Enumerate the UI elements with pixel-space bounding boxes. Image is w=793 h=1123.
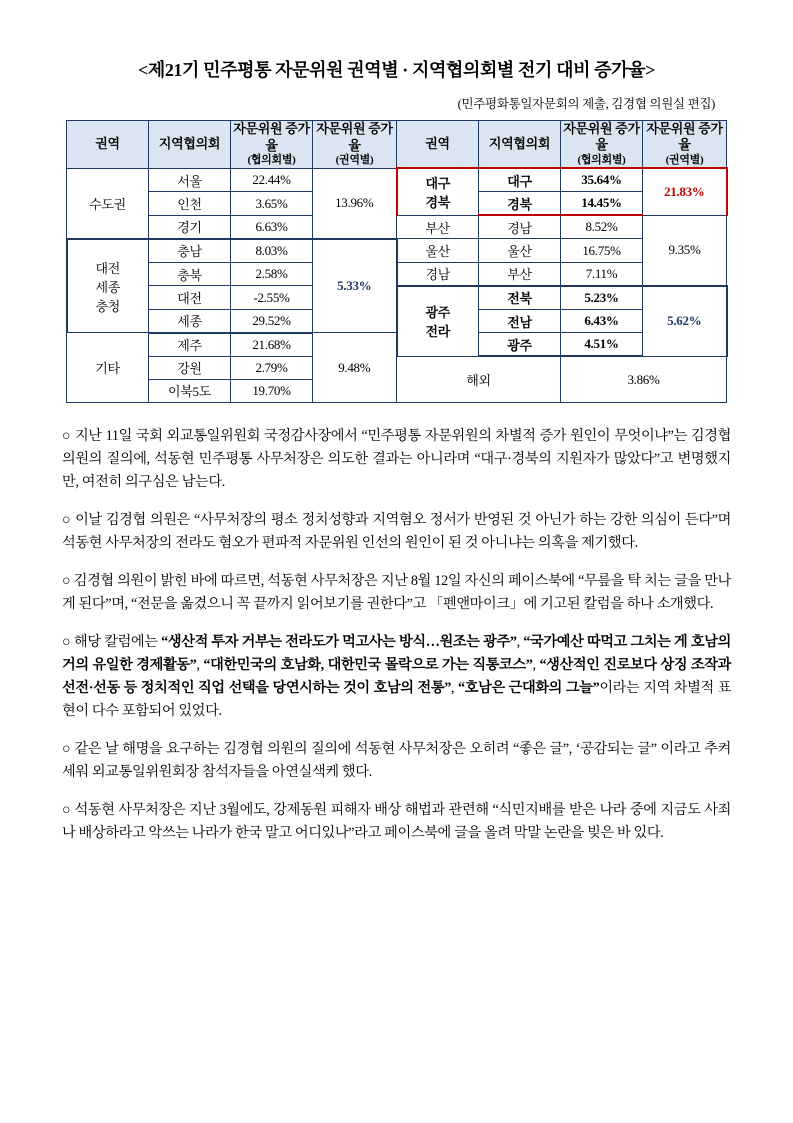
region-line-2: 세종 (95, 279, 121, 295)
region-line-3: 충청 (95, 298, 121, 314)
col-header-rate-council-left-label: 자문위원 증가율 (233, 121, 310, 153)
region-line-1: 대구 (425, 176, 451, 191)
col-header-rate-council-left (231, 121, 313, 169)
paragraph-1: ○ 지난 11일 국회 외교통일위원회 국정감사장에서 “민주평통 자문위원의 차별적 증가 원인이 무엇이냐”는 김경협 의원의 질의에, 석동현 민주평통 사무처장은 의도한 결과는 아니라며 “대구·경북의 지원자가 많았다”고 변명했지만, 여전히 의구심은 남는다. (62, 427, 731, 490)
advisor-growth-rate-table (66, 120, 728, 403)
region-line-2: 전라 (425, 324, 451, 340)
council-cell: 전남 (479, 309, 561, 333)
council-cell: 경기 (149, 215, 231, 239)
council-rate-cell: 2.58% (231, 262, 313, 286)
council-cell: 충북 (149, 262, 231, 286)
col-header-region-right-label: 권역 (425, 136, 450, 151)
council-cell: 광주 (479, 333, 561, 357)
council-rate-cell: 7.11% (561, 262, 643, 286)
col-header-rate-region-left-label: 자문위원 증가율 (316, 121, 393, 153)
paragraph-3: ○ 김경협 의원이 밝힌 바에 따르면, 석동현 사무처장은 지난 8월 12일 자신의 페이스북에 “무릎을 탁 치는 글을 만나게 된다”며, “전문을 옮겼으니 꼭 끝까지 읽어보기를 권한다”고 「펜앤마이크」에 기고된 칼럼을 하나 소개했다. (62, 572, 731, 612)
col-header-rate-council-right (561, 121, 643, 169)
col-header-rate-region-left (313, 121, 397, 169)
council-rate-cell: 16.75% (561, 239, 643, 263)
region-rate-cell-sudogwon: 13.96% (313, 168, 397, 239)
col-header-region-left-label: 권역 (95, 136, 120, 152)
col-header-rate-region-right (643, 121, 727, 169)
council-cell: 경남 (479, 215, 561, 239)
council-cell: 세종 (149, 309, 231, 333)
quote-1: “생산적 투자 거부는 전라도가 먹고사는 방식…원조는 광주” (161, 633, 517, 650)
quote-3: “대한민국의 호남화, 대한민국 몰락으로 가는 직통코스” (203, 656, 533, 673)
article-body (56, 425, 737, 845)
council-rate-cell: 6.43% (561, 309, 643, 333)
council-cell: 충남 (149, 239, 231, 263)
council-cell: 서울 (149, 168, 231, 192)
region-line-1: 대전 (95, 260, 121, 276)
council-rate-cell: 8.03% (231, 239, 313, 263)
quote-2: “국가예산 따먹고 그치는 게 호남의 거의 유일한 경제활동” (62, 633, 731, 673)
region-line-1: 광주 (425, 305, 451, 321)
col-header-council-left (149, 121, 231, 169)
council-rate-cell: 35.64% (561, 168, 643, 192)
col-header-rate-region-right-label: 자문위원 증가율 (646, 121, 723, 153)
council-rate-cell: 8.52% (561, 215, 643, 239)
council-cell: 부산 (479, 262, 561, 286)
table-row (67, 239, 727, 263)
overseas-rate-cell: 3.86% (561, 356, 727, 402)
col-header-council-left-label: 지역협의회 (158, 136, 221, 152)
col-header-rate-region-right-sub: (권역별) (665, 153, 704, 166)
overseas-label-cell: 해외 (397, 356, 561, 402)
region-rate-cell-busan-ulsan-gyeongnam: 9.35% (643, 215, 727, 286)
region-cell-sudogwon: 수도권 (67, 168, 149, 239)
paragraph-2: ○ 이날 김경협 의원은 “사무처장의 평소 정치성향과 지역혐오 정서가 반영된 것 아닌가 하는 강한 의심이 든다”며 석동현 사무처장의 전라도 혐오가 편파적 자문위원 인선의 원인이 된 것 아니냐는 의혹을 제기했다. (62, 511, 731, 551)
paragraph-4: ○ 해당 칼럼에는 “생산적 투자 거부는 전라도가 먹고사는 방식…원조는 광주”, “국가예산 따먹고 그치는 게 호남의 거의 유일한 경제활동”, “대한민국의 호남화, 대한민국 몰락으로 가는 직통코스”, “생산적인 진로보다 상징 조작과 선전·선동 등 정치적인 직업 선택을 당연시하는 것이 호남의 전통”, “호남은 근대화의 그늘”이라는 지역 차별적 표현이 다수 포함되어 있었다. (62, 633, 731, 719)
document-source-note: (민주평화통일자문회의 제출, 김경협 의원실 편집) (457, 97, 715, 111)
council-cell: 대전 (149, 286, 231, 310)
paragraph-5: ○ 같은 날 해명을 요구하는 김경협 의원의 질의에 석동현 사무처장은 오히려 “좋은 글”, ‘공감되는 글” 이라고 추켜세워 외교통일위원회장 참석자들을 아연실색케 했다. (62, 740, 731, 780)
council-rate-cell: 14.45% (561, 192, 643, 216)
table-row (67, 262, 727, 286)
region-cell-busan: 부산 (397, 215, 479, 239)
col-header-rate-council-left-sub: (협의회별) (247, 153, 296, 166)
region-cell-gwangju-jeolla (397, 286, 479, 357)
council-rate-cell: 21.68% (231, 333, 313, 357)
col-header-region-left (67, 121, 149, 169)
council-rate-cell: -2.55% (231, 286, 313, 310)
paragraph-6: ○ 석동현 사무처장은 지난 3월에도, 강제동원 피해자 배상 해법과 관련해 “식민지배를 받은 나라 중에 지금도 사죄나 배상하라고 악쓰는 나라가 한국 말고 어디있나”라고 페이스북에 글을 올려 막말 논란을 빚은 바 있다. (62, 801, 731, 841)
council-rate-cell: 22.44% (231, 168, 313, 192)
council-cell: 경북 (479, 192, 561, 216)
region-cell-daegu-gyeongbuk (397, 168, 479, 215)
council-rate-cell: 5.23% (561, 286, 643, 310)
council-cell: 인천 (149, 192, 231, 216)
council-rate-cell: 6.63% (231, 215, 313, 239)
region-cell-gita: 기타 (67, 333, 149, 403)
council-rate-cell: 19.70% (231, 379, 313, 402)
region-rate-cell-gwangju-jeolla: 5.62% (643, 286, 727, 357)
col-header-rate-council-right-label: 자문위원 증가율 (563, 121, 640, 153)
council-rate-cell: 3.65% (231, 192, 313, 216)
region-rate-cell-daejeon-sejong-chungcheong: 5.33% (313, 239, 397, 333)
council-rate-cell: 2.79% (231, 356, 313, 379)
region-line-2: 경북 (425, 195, 451, 210)
council-rate-cell: 29.52% (231, 309, 313, 333)
council-cell: 제주 (149, 333, 231, 357)
council-cell: 대구 (479, 168, 561, 192)
council-cell: 이북5도 (149, 379, 231, 402)
region-cell-ulsan: 울산 (397, 239, 479, 263)
region-rate-cell-daegu-gyeongbuk: 21.83% (643, 168, 727, 215)
quote-4: “생산적인 진로보다 상징 조작과 선전·선동 등 정치적인 직업 선택을 당연시하는 것이 호남의 전통” (62, 656, 731, 696)
council-cell: 강원 (149, 356, 231, 379)
paragraph-4-prefix: ○ 해당 칼럼에는 (62, 633, 162, 650)
council-rate-cell: 4.51% (561, 333, 643, 357)
region-rate-cell-gita: 9.48% (313, 333, 397, 403)
quote-5: “호남은 근대화의 그늘” (457, 679, 600, 696)
council-cell: 울산 (479, 239, 561, 263)
table-row (67, 286, 727, 310)
col-header-rate-council-right-sub: (협의회별) (577, 153, 626, 166)
region-cell-daejeon-sejong-chungcheong (67, 239, 149, 333)
paragraph-4-suffix: 이라는 지역 차별적 표현이 다수 포함되어 있었다. (62, 679, 731, 719)
col-header-region-right (397, 121, 479, 169)
col-header-rate-region-left-sub: (권역별) (335, 153, 374, 166)
col-header-council-right (479, 121, 561, 169)
region-cell-gyeongnam: 경남 (397, 262, 479, 286)
table-row (67, 168, 727, 192)
col-header-council-right-label: 지역협의회 (488, 136, 551, 151)
council-cell: 전북 (479, 286, 561, 310)
table-row (67, 215, 727, 239)
table-row (67, 356, 727, 379)
page-title: <제21기 민주평통 자문위원 권역별 · 지역협의회별 전기 대비 증가율> (137, 60, 655, 80)
